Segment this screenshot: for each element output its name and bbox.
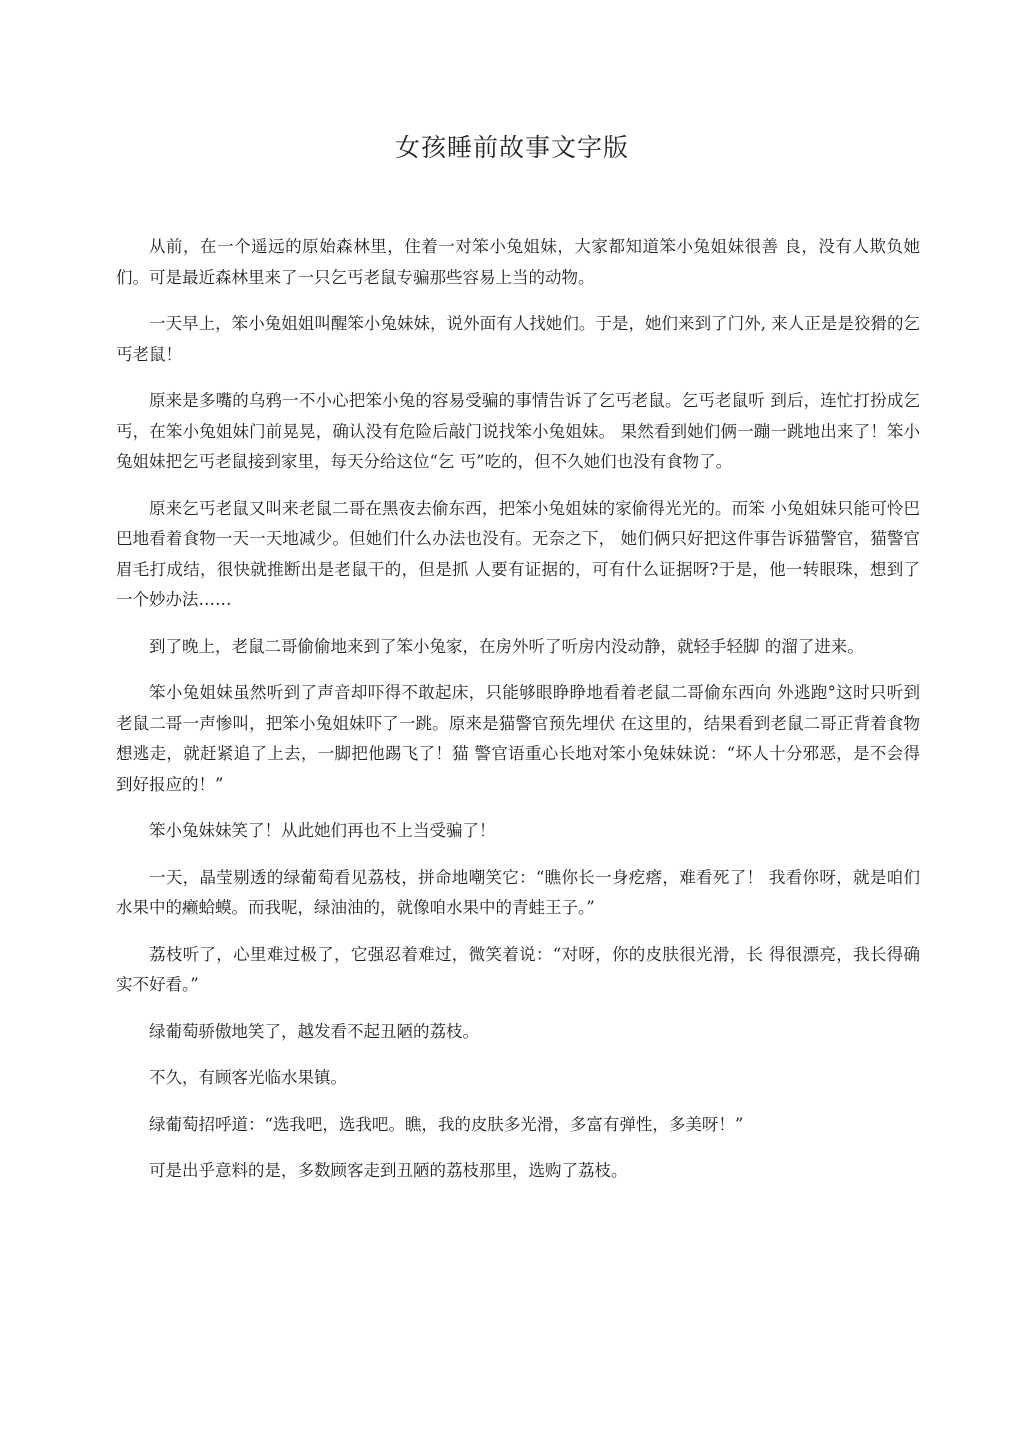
paragraph-10: 绿葡萄骄傲地笑了，越发看不起丑陋的荔枝。 [149,1021,479,1041]
paragraph-4: 原来乞丐老鼠又叫来老鼠二哥在黑夜去偷东西，把笨小兔姐妹的家偷得光光的。而笨 小兔姐妹只能可怜巴巴地看着食物一天一天地减少。但她们什么办法也没有。无奈之下， 她们俩只好把这件事告诉猫警官，猫警官眉毛打成结，很快就推断出是老鼠干的，但是抓 人要有证据的，可有什么证据呀?于是，他一转眼珠，想到了一个妙办法…… [116,498,920,609]
document-body [116,232,920,1203]
paragraph-2: 一天早上，笨小兔姐姐叫醒笨小兔妹妹，说外面有人找她们。于是，她们来到了门外, 来人正是是狡猾的乞丐老鼠！ [116,314,920,364]
paragraph-5: 到了晚上，老鼠二哥偷偷地来到了笨小兔家，在房外听了听房内没动静，就轻手轻脚 的溜了进来。 [149,636,864,656]
paragraph-9: 荔枝听了，心里难过极了，它强忍着难过，微笑着说：“对呀，你的皮肤很光滑，长 得很漂亮，我长得确实不好看。” [116,944,920,994]
paragraph-7: 笨小兔妹妹笑了！从此她们再也不上当受骗了！ [149,821,496,840]
paragraph-11: 不久，有顾客光临水果镇。 [149,1068,347,1087]
document-title: 女孩睡前故事文字版 [394,133,629,162]
paragraph-8: 一天，晶莹剔透的绿葡萄看见荔枝，拼命地嘲笑它：“瞧你长一身疙瘩，难看死了！ 我看你呀，就是咱们水果中的癞蛤蟆。而我呢，绿油油的，就像咱水果中的青蛙王子。” [116,867,920,917]
paragraph-6: 笨小兔姐妹虽然听到了声音却吓得不敢起床，只能够眼睁睁地看着老鼠二哥偷东西向 外逃跑°这时只听到老鼠二哥一声惨叫，把笨小兔姐妹吓了一跳。原来是猫警官预先埋伏 在这里的，结果看到老鼠二哥正背着食物想逃走，就赶紧追了上去，一脚把他踢飞了！猫 警官语重心长地对笨小兔妹妹说：“坏人十分邪恶，是不会得到好报应的！” [116,683,920,794]
paragraph-12: 绿葡萄招呼道：“选我吧，选我吧。瞧，我的皮肤多光滑，多富有弹性，多美呀！” [149,1114,744,1134]
paragraph-3: 原来是多嘴的乌鸦一不小心把笨小兔的容易受骗的事情告诉了乞丐老鼠。乞丐老鼠听 到后，连忙打扮成乞丐，在笨小兔姐妹门前晃晃，确认没有危险后敲门说找笨小兔姐妹。 果然看到她们俩一蹦一跳地出来了！笨小兔姐妹把乞丐老鼠接到家里，每天分给这位“乞 丐”吃的，但不久她们也没有食物了。 [116,391,920,471]
paragraph-1: 从前，在一个遥远的原始森林里，住着一对笨小兔姐妹，大家都知道笨小兔姐妹很善 良，没有人欺负她们。可是最近森林里来了一只乞丐老鼠专骗那些容易上当的动物。 [116,237,920,287]
paragraph-13: 可是出乎意料的是，多数顾客走到丑陋的荔枝那里，选购了荔枝。 [149,1161,628,1180]
